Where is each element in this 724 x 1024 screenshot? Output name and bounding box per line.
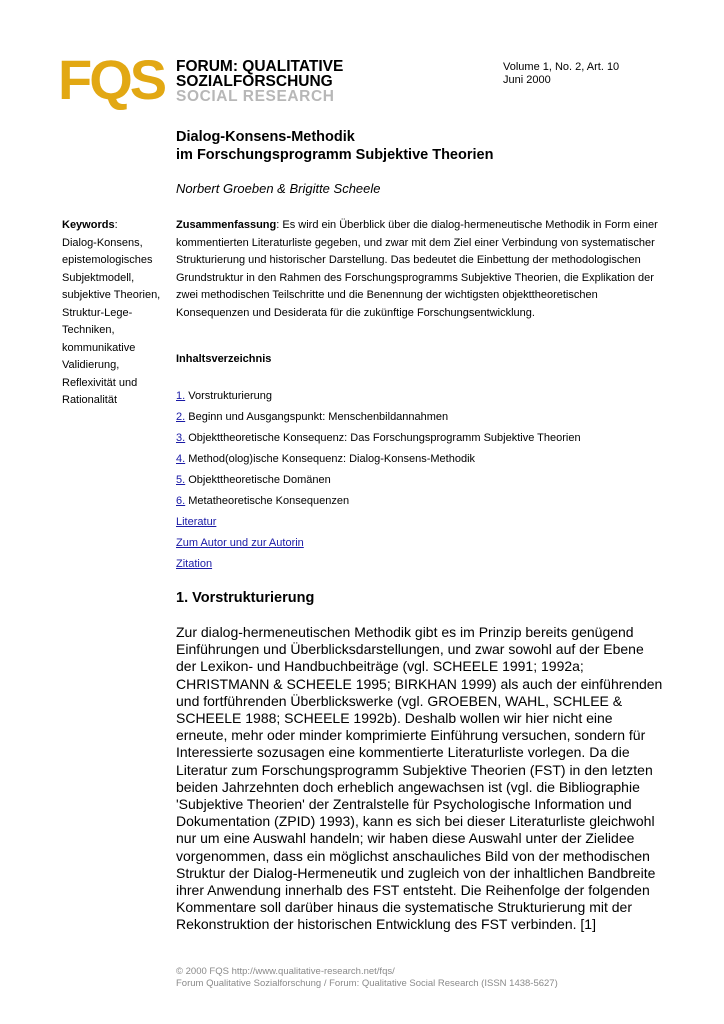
toc-item-2 [176,409,581,430]
journal-name-line2: SOZIALFORSCHUNG [176,73,333,90]
section-heading-1: 1. Vorstrukturierung [176,590,315,606]
abstract-label: Zusammenfassung [176,219,277,231]
volume-info [503,61,619,87]
keywords-block: Keywords: Dialog-Konsens, epistemologisches Subjektmodell, subjektive Theorien, Struktur-Lege-Techniken, kommunikative Validierung, Reflexivität und Rationalität [62,219,161,406]
toc-item-5 [176,472,581,493]
keywords-text: Dialog-Konsens, epistemologisches Subjektmodell, subjektive Theorien, Struktur-Lege-Techniken, kommunikative Validierung, Reflexivität und Rationalität [62,236,161,406]
citation-link[interactable]: Zitation [176,558,213,570]
toc-item-3 [176,430,581,451]
literatur-link[interactable]: Literatur [176,516,217,528]
journal-name-line3: SOCIAL RESEARCH [176,88,335,105]
toc-link-4[interactable]: 4. [176,453,186,465]
toc-label-3: Objekttheoretische Konsequenz: Das Forschungsprogramm Subjektive Theorien [188,432,581,444]
toc-label-2: Beginn und Ausgangspunkt: Menschenbildannahmen [188,411,449,423]
toc-link-6[interactable]: 6. [176,495,186,507]
toc-link-3[interactable]: 3. [176,432,186,444]
footer-copyright: © 2000 FQS http://www.qualitative-research.net/fqs/ [176,966,395,977]
fqs-logo: FQS [58,48,165,111]
toc-label-5: Objekttheoretische Domänen [188,474,331,486]
toc-label-6: Metatheoretische Konsequenzen [188,495,350,507]
journal-name [176,59,343,104]
article-title-line1: Dialog-Konsens-Methodik [176,129,355,145]
about-authors-link[interactable]: Zum Autor und zur Autorin [176,537,304,549]
page-footer [176,966,558,990]
toc-item-literatur [176,514,581,535]
toc-item-4 [176,451,581,472]
footer-journal: Forum Qualitative Sozialforschung / Forum: Qualitative Social Research (ISSN 1438-5627) [176,978,558,989]
toc-item-authors [176,535,581,556]
toc-label-4: Method(olog)ische Konsequenz: Dialog-Konsens-Methodik [188,453,476,465]
toc-item-citation [176,556,581,577]
toc-label-1: Vorstrukturierung [188,390,273,402]
toc-item-6 [176,493,581,514]
article-authors: Norbert Groeben & Brigitte Scheele [176,181,381,196]
issue-date: Juni 2000 [503,74,551,86]
journal-name-line1: FORUM: QUALITATIVE [176,58,344,75]
article-title-line2: im Forschungsprogramm Subjektive Theorien [176,147,494,163]
section-1-paragraph: Zur dialog-hermeneutischen Methodik gibt es im Prinzip bereits genügend Einführungen und Überblicksdarstellungen, und zwar sowohl auf der Ebene der Lexikon- und Handbuchbeiträge (vgl. SCHEELE 1991; 1992a; CHRISTMANN & SCHEELE 1995; BIRKHAN 1999) als auch der einführenden und fortführenden Überblickswerke (vgl. GROEBEN, WAHL, SCHLEE & SCHEELE 1988; SCHEELE 1992b). Deshalb wollen wir hier nicht eine erneute, mehr oder minder komprimierte Einführung versuchen, sondern für Interessierte sozusagen eine kommentierte Literaturliste vorlegen. Da die Literatur zum Forschungsprogramm Subjektive Theorien (FST) in den letzten beiden Jahrzehnten doch erheblich angewachsen ist (vgl. die Bibliographie 'Subjektive Theorien' der Zentralstelle für Psychologische Information und Dokumentation (ZPID) 1993), kann es sich bei dieser Literaturliste gleichwohl nur um eine Auswahl handeln; wir haben diese Auswahl unter der Zielidee vorgenommen, dass ein möglichst anschauliches Bild von der methodischen Struktur der Dialog-Hermeneutik und zugleich von der inhaltlichen Bandbreite ihrer Anwendung innerhalb des FST entsteht. Die Reihenfolge der folgenden Kommentare soll darüber hinaus die systematische Strukturierung mit der Rekonstruktion der historischen Entwicklung des FST verbinden. [1] [176,624,663,933]
abstract: Zusammenfassung: Es wird ein Überblick über die dialog-hermeneutische Methodik in Form einer kommentierten Literaturliste gegeben, und zwar mit dem Ziel einer Verbindung von systematischer Strukturierung und historischer Darstellung. Das bedeutet die Einbettung der methodologischen Grundstruktur in den Rahmen des Forschungsprogramms Subjektive Theorien, die Explikation der zwei methodischen Teilschritte und die Benennung der wichtigsten objekttheoretischen Konsequenzen und Desiderata für die zukünftige Forschungsentwicklung. [176,219,658,319]
volume-number: Volume 1, No. 2, Art. 10 [503,61,620,73]
toc-item-1 [176,388,581,409]
toc-link-1[interactable]: 1. [176,390,186,402]
article-title [176,128,493,164]
abstract-text: Es wird ein Überblick über die dialog-hermeneutische Methodik in Form einer kommentierten Literaturliste gegeben, und zwar mit dem Ziel einer Verbindung von systematischer Strukturierung und historischer Darstellung. Das bedeutet die Einbettung der methodologischen Grundstruktur in den Rahmen des Forschungsprogramms Subjektive Theorien, die Explikation der zwei methodischen Teilschritte und die Benennung der wichtigsten objekttheoretischen Konsequenzen und Desiderata für die zukünftige Forschungsentwicklung. [176,219,658,319]
toc-heading: Inhaltsverzeichnis [176,353,272,365]
toc-link-5[interactable]: 5. [176,474,186,486]
toc-link-2[interactable]: 2. [176,411,186,423]
table-of-contents [176,388,581,577]
keywords-label: Keywords [62,219,115,231]
